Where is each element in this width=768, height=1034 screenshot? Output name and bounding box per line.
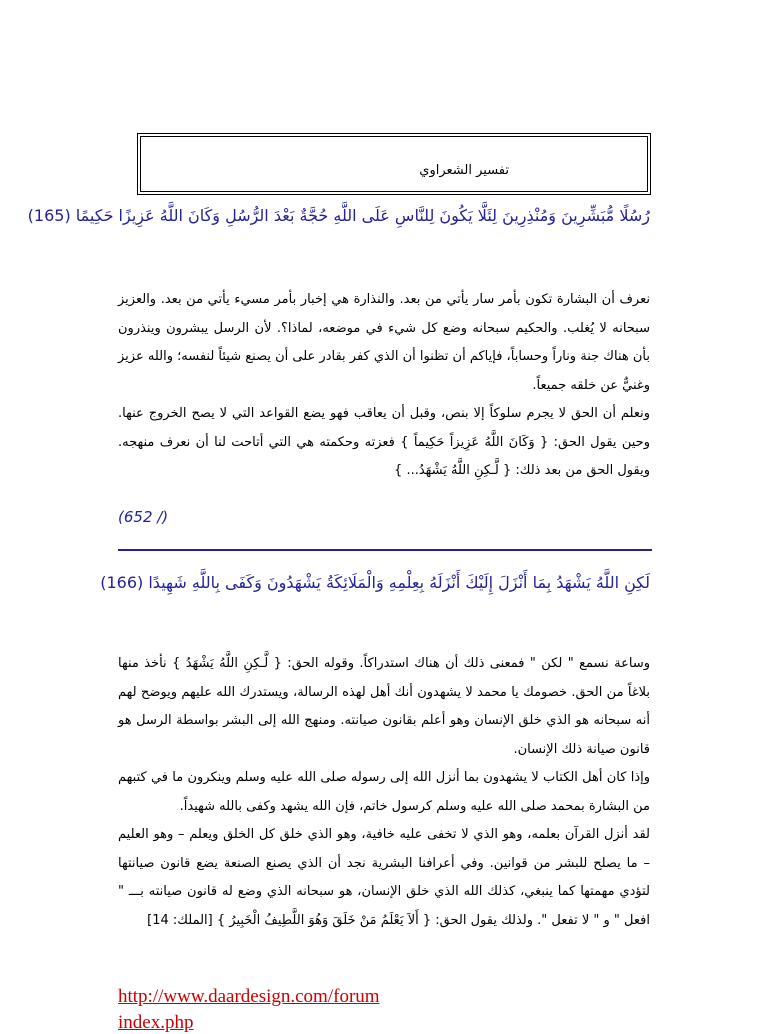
header-box bbox=[137, 133, 651, 195]
header-inner-frame bbox=[140, 136, 648, 192]
forum-link[interactable]: http://www.daardesign.com/forum bbox=[118, 986, 380, 1007]
verse-165: رُسُلًا مُّبَشِّرِينَ وَمُنْذِرِينَ لِئَلَّا يَكُونَ لِلنَّاسِ عَلَى اللَّهِ حُجَّةٌ بَعْدَ الرُّسُلِ وَكَانَ اللَّهُ عَزِيزًا حَكِيمًا (165) bbox=[27, 206, 650, 225]
paragraph: نعرف أن البشارة تكون بأمر سار يأتي من بعد. والنذارة هي إخبار بأمر مسيء يأتي من بعد. والعزيز سبحانه لا يُغلب. والحكيم سبحانه وضع كل شيء في موضعه، لماذا؟. لأن الرسل يبشرون وينذرون بأن هناك جنة وناراً وحساباً، فإياكم أن تظنوا أن الذي كفر بقادر على أن يصنع شيئاً لنفسه؛ والله عزيز وغنيٌّ عن خلقه جميعاً. bbox=[118, 292, 650, 393]
section-divider bbox=[118, 549, 652, 551]
verse-166: لَكِنِ اللَّهُ يَشْهَدُ بِمَا أَنْزَلَ إِلَيْكَ أَنْزَلَهُ بِعِلْمِهِ وَالْمَلَائِكَةُ يَشْهَدُونَ وَكَفَى بِاللَّهِ شَهِيدًا (166) bbox=[100, 573, 650, 592]
commentary-section-1 bbox=[118, 286, 650, 486]
paragraph: وساعة نسمع " لكن " فمعنى ذلك أن هناك استدراكاً. وقوله الحق: { لَّـكِنِ اللَّهُ يَشْهَدُ } نأخذ منها بلاغاً من الحق. خصومك يا محمد لا يشهدون أنك أهل لهذه الرسالة، ويستدرك الله عليهم ويوضح لهم أنه سبحانه هو الذي خلق الإنسان وهو أعلم بقانون صيانته. ومنهج الله إلى البشر بواسطة الرسل هو قانون صيانة ذلك الإنسان. bbox=[118, 656, 650, 757]
document-title: تفسير الشعراوي bbox=[419, 163, 509, 178]
paragraph: وإذا كان أهل الكتاب لا يشهدون بما أنزل الله إلى رسوله صلى الله عليه وسلم وينكرون ما في كتبهم من البشارة بمحمد صلى الله عليه وسلم كرسول خاتم، فإن الله يشهد وكفى بالله شهيداً. bbox=[118, 770, 650, 814]
commentary-section-2 bbox=[118, 650, 650, 935]
paragraph: ونعلم أن الحق لا يجرم سلوكاً إلا بنص، وقبل أن يعاقب فهو يضع القواعد التي لا يصح الخروج عنها. وحين يقول الحق: { وَكَانَ اللَّهُ عَزِيزاً حَكِيماً } فعزته وحكمته هي التي أتاحت لنا أن نعرف منهجه. ويقول الحق من بعد ذلك: { لَّـكِنِ اللَّهُ يَشْهَدُ... } bbox=[118, 406, 650, 478]
forum-link-continued[interactable]: index.php bbox=[118, 1012, 194, 1033]
page-reference: (652 /) bbox=[118, 508, 169, 526]
paragraph: لقد أنزل القرآن بعلمه، وهو الذي لا تخفى عليه خافية، وهو الذي خلق كل الخلق ويعلم – وهو العليم – ما يصلح للبشر من قوانين. وفي أعرافنا البشرية نجد أن الذي يصنع الصنعة يضع قانون صيانتها لتؤدي مهمتها كما ينبغي، كذلك الله الذي خلق الإنسان، هو سبحانه الذي وضع له قانون صيانته بـــ " افعل " و " لا تفعل ". ولذلك يقول الحق: { أَلاَ يَعْلَمُ مَنْ خَلَقَ وَهُوَ اللَّطِيفُ الْخَبِيرُ } [الملك: 14] bbox=[118, 827, 650, 928]
